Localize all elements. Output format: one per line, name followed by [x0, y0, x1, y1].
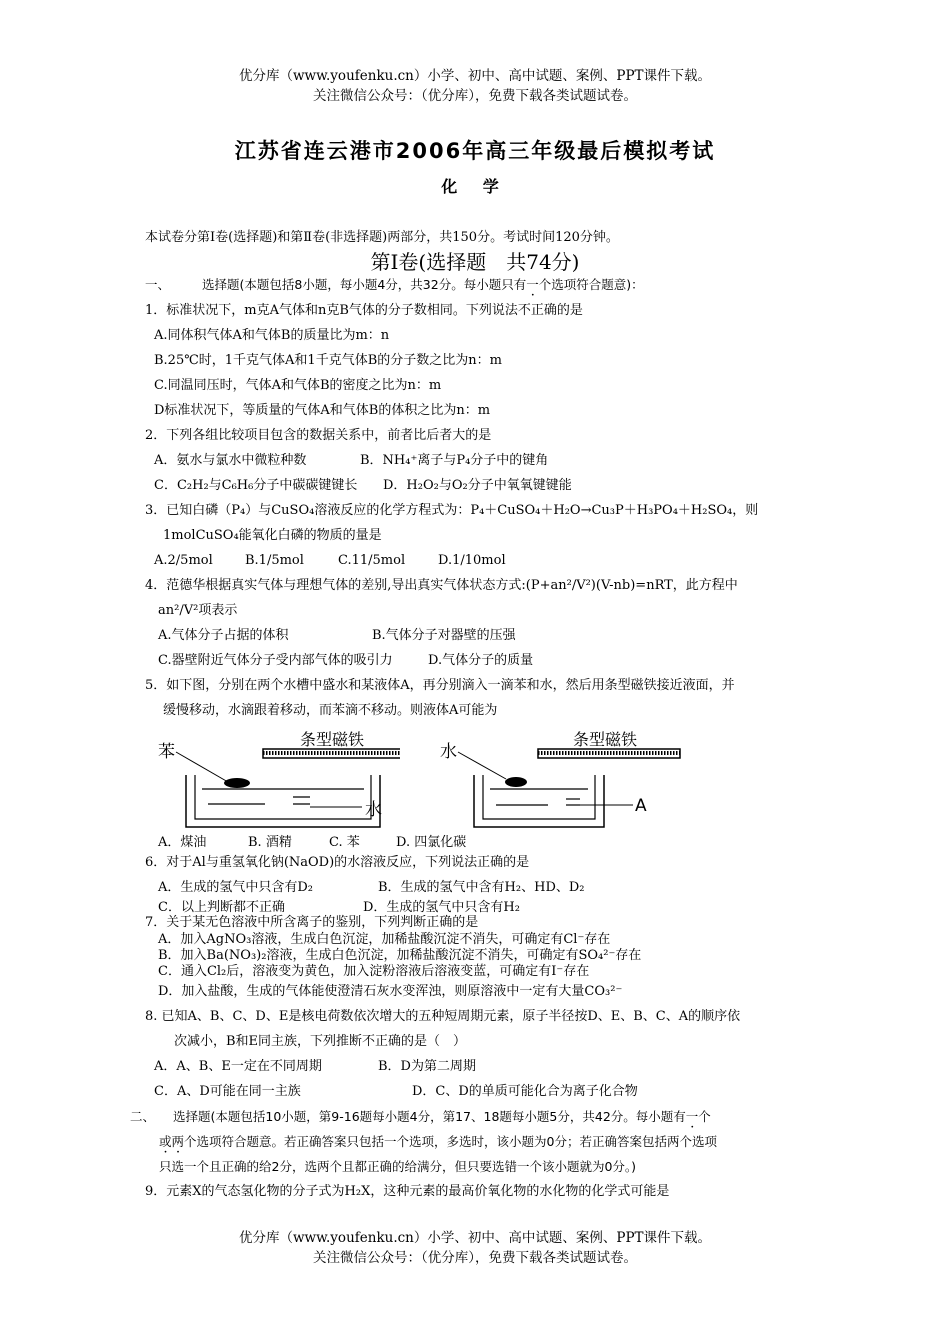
section1-heading: 选择题(本题包括8小题，每小题4分，共32分。每小题只有一个选项符合题意)：: [202, 277, 644, 292]
header-line-1: 优分库（www.youfenku.cn）小学、初中、高中试题、案例、PPT课件下载。: [238, 68, 712, 84]
q8-option-d: D．C、D的单质可能化合为离子化合物: [412, 1084, 638, 1099]
q8-stem-line-1: 8. 已知A、B、C、D、E是核电荷数依次增大的五种短周期元素，原子半径按D、E、B、C、A的顺序依: [145, 1009, 741, 1024]
exam-title: 江苏省连云港市2006年高三年级最后模拟考试: [234, 139, 716, 163]
q5-left-drop: [224, 778, 250, 788]
q8-stem-line-2: 次减小，B和E同主族，下列推断不正确的是（ ）: [174, 1034, 467, 1049]
q7-option-c: C．通入Cl₂后，溶液变为黄色，加入淀粉溶液后溶液变蓝，可确定有I⁻存在: [158, 964, 590, 979]
q7-option-b: B．加入Ba(NO₃)₂溶液，生成白色沉淀，加稀盐酸沉淀不消失，可确定有SO₄²⁻存在: [158, 948, 642, 963]
intro-text: 本试卷分第Ⅰ卷(选择题)和第Ⅱ卷(非选择题)两部分，共150分。考试时间120分钟。: [145, 230, 619, 245]
q5-left-liquid-label: 水: [365, 800, 382, 820]
q1-option-b: B.25℃时，1千克气体A和1千克气体B的分子数之比为n：m: [154, 353, 502, 368]
q5-figure-right: [438, 727, 688, 832]
q5-stem-line-1: 5．如下图，分别在两个水槽中盛水和某液体A，再分别滴入一滴苯和水，然后用条型磁铁接近液面，并: [145, 678, 735, 693]
q5-stem-line-2: 缓慢移动，水滴跟着移动，而苯滴不移动。则液体A可能为: [163, 703, 498, 718]
q8-option-b: B．D为第二周期: [378, 1059, 476, 1074]
q6-stem: 6．对于Al与重氢氧化钠(NaOD)的水溶液反应，下列说法正确的是: [145, 855, 530, 870]
q5-right-pointer: [458, 752, 506, 779]
q4-option-d: D.气体分子的质量: [428, 653, 534, 668]
q3-option-b: B.1/5mol: [245, 553, 304, 568]
q5-left-magnet-label: 条型磁铁: [300, 730, 365, 749]
q1-option-a: A.同体积气体A和气体B的质量比为m：n: [154, 328, 390, 343]
q2-option-b: B．NH₄⁺离子与P₄分子中的键角: [360, 453, 549, 468]
section1-number: 一、: [145, 277, 171, 292]
q5-figure-left: [150, 727, 400, 832]
q6-option-a: A．生成的氢气中只含有D₂: [158, 880, 314, 895]
q1-option-d: D标准状况下，等质量的气体A和气体B的体积之比为n：m: [154, 403, 491, 418]
q5-right-drop-label: 水: [440, 742, 457, 762]
header-line-2: 关注微信公众号：（优分库），免费下载各类试题试卷。: [313, 88, 637, 104]
q5-right-drop: [505, 777, 527, 787]
section2-heading-line-1: 选择题(本题包括10小题，第9-16题每小题4分，第17、18题每小题5分，共42分。每小题有一个: [173, 1109, 711, 1124]
q4-option-a: A.气体分子占据的体积: [158, 628, 289, 643]
q3-option-a: A.2/5mol: [154, 553, 213, 568]
q6-option-c: C．以上判断都不正确: [158, 900, 285, 915]
q3-option-d: D.1/10mol: [438, 553, 506, 568]
q1-stem: 1．标准状况下，m克A气体和n克B气体的分子数相同。下列说法不正确的是: [145, 303, 583, 318]
q5-right-magnet-label: 条型磁铁: [573, 730, 638, 749]
q6-option-d: D．生成的氢气中只含有H₂: [363, 900, 520, 915]
q1-option-c: C.同温同压时，气体A和气体B的密度之比为n：m: [154, 378, 442, 393]
q4-stem-line-1: 4．范德华根据真实气体与理想气体的差别,导出真实气体状态方式:(P+an²/V²)(V-nb)=nRT，此方程中: [145, 578, 738, 593]
footer-line-2: 关注微信公众号：（优分库），免费下载各类试题试卷。: [313, 1250, 637, 1266]
q2-option-c: C．C₂H₂与C₆H₆分子中碳碳键键长: [154, 478, 358, 493]
q9-stem: 9．元素X的气态氢化物的分子式为H₂X，这种元素的最高价氧化物的水化物的化学式可能是: [145, 1184, 670, 1199]
q4-option-c: C.器壁附近气体分子受内部气体的吸引力: [158, 653, 393, 668]
q8-option-a: A．A、B、E一定在不同周期: [154, 1059, 322, 1074]
q3-option-c: C.11/5mol: [338, 553, 406, 568]
q5-left-magnet: [263, 749, 400, 758]
q4-stem-line-2: an²/V²项表示: [158, 603, 238, 618]
q5-left-drop-label: 苯: [158, 742, 175, 762]
q5-right-liquid-label: A: [635, 796, 647, 816]
section2-heading-line-2: 或两个选项符合题意。若正确答案只包括一个选项，多选时，该小题为0分；若正确答案包括两个选项: [159, 1134, 717, 1149]
q3-stem-line-2: 1molCuSO₄能氧化白磷的物质的量是: [163, 528, 382, 543]
q4-option-b: B.气体分子对器壁的压强: [372, 628, 516, 643]
q6-option-b: B．生成的氢气中含有H₂、HD、D₂: [378, 880, 585, 895]
q5-option-b: B. 酒精: [248, 835, 292, 850]
q5-option-a: A．煤油: [158, 835, 207, 850]
q2-option-a: A．氨水与氯水中微粒种数: [154, 453, 307, 468]
q2-option-d: D．H₂O₂与O₂分子中氧氧键键能: [383, 478, 572, 493]
q7-stem: 7．关于某无色溶液中所含离子的鉴别，下列判断正确的是: [145, 915, 479, 930]
q5-option-d: D. 四氯化碳: [396, 835, 467, 850]
subject-title: 化 学: [441, 177, 509, 196]
section2-number: 二、: [130, 1109, 156, 1124]
q7-option-d: D．加入盐酸，生成的气体能使澄清石灰水变浑浊，则原溶液中一定有大量CO₃²⁻: [158, 984, 623, 999]
part1-title: 第Ⅰ卷(选择题 共74分): [370, 250, 580, 274]
q2-stem: 2．下列各组比较项目包含的数据关系中，前者比后者大的是: [145, 428, 492, 443]
q7-option-a: A．加入AgNO₃溶液，生成白色沉淀，加稀盐酸沉淀不消失，可确定有Cl⁻存在: [158, 932, 611, 947]
section2-heading-line-3: 只选一个且正确的给2分，选两个且都正确的给满分，但只要选错一个该小题就为0分。): [159, 1159, 637, 1174]
q5-left-pointer: [176, 752, 228, 782]
footer-line-1: 优分库（www.youfenku.cn）小学、初中、高中试题、案例、PPT课件下载。: [238, 1230, 712, 1246]
q5-option-c: C. 苯: [329, 835, 360, 850]
q3-stem-line-1: 3．已知白磷（P₄）与CuSO₄溶液反应的化学方程式为：P₄＋CuSO₄＋H₂O→Cu₃P＋H₃PO₄＋H₂SO₄，则: [145, 503, 759, 518]
q8-option-c: C．A、D可能在同一主族: [154, 1084, 301, 1099]
